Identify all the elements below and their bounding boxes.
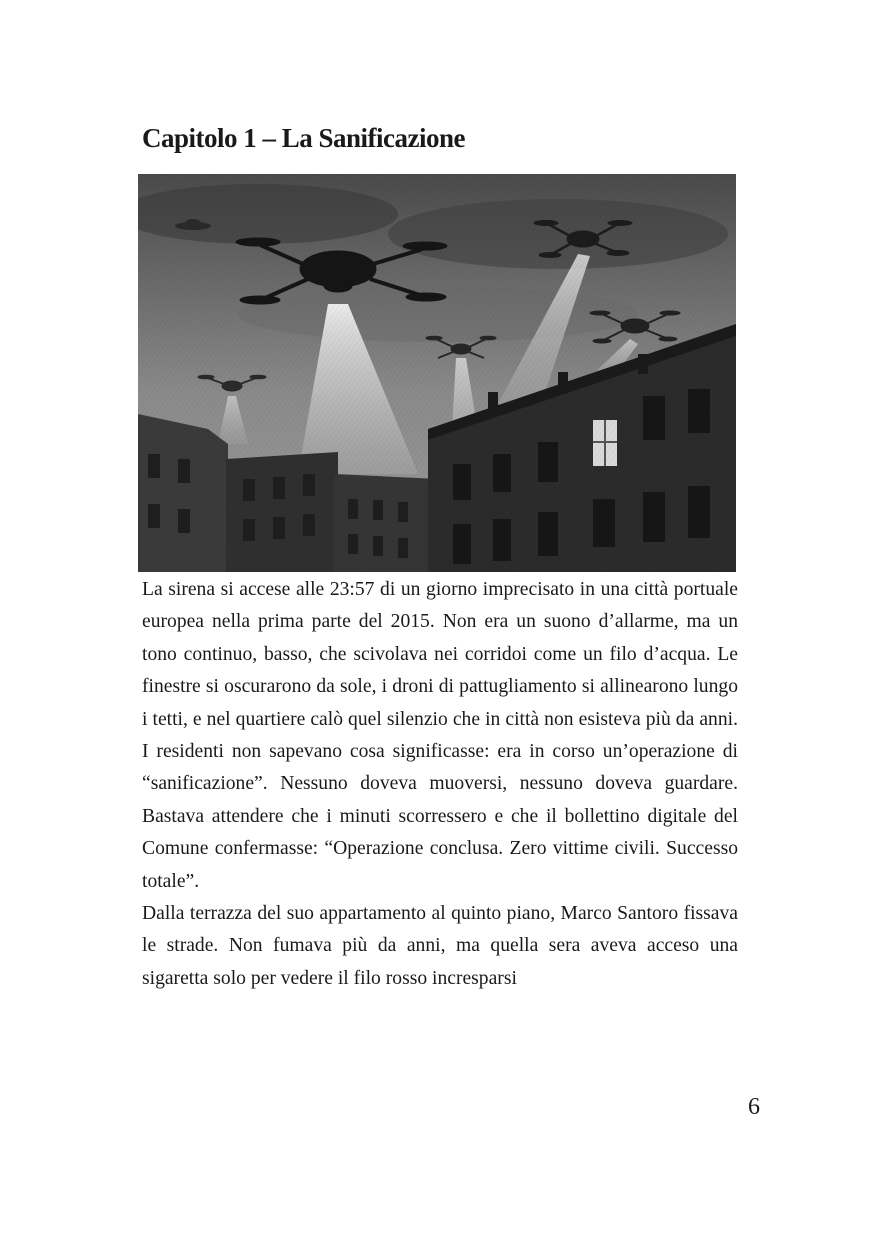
chapter-illustration	[138, 174, 736, 572]
paragraph-1: La sirena si accese alle 23:57 di un giorno imprecisato in una città portuale europea nella prima parte del 2015. Non era un suono d’allarme, ma un tono continuo, basso, che scivolava nei corridoi come un filo d’acqua. Le finestre si oscurarono da sole, i droni di pattugliamento si allinearono lungo i tetti, e nel quartiere calò quel silenzio che in città non esisteva più da anni. I residenti non sapevano cosa significasse: era in corso un’operazione di “sanificazione”. Nessuno doveva muoversi, nessuno doveva guardare. Bastava attendere che i minuti scorressero e che il bollettino digitale del Comune confermasse: “Operazione conclusa. Zero vittime civili. Successo totale”.	[142, 579, 738, 892]
page-number: 6	[748, 1094, 760, 1120]
chapter-body	[142, 574, 738, 995]
chapter-title: Capitolo 1 – La Sanificazione	[142, 123, 466, 153]
paragraph-2: Dalla terrazza del suo appartamento al quinto piano, Marco Santoro fissava le strade. Non fumava più da anni, ma quella sera aveva acceso una sigaretta solo per vedere il filo rosso incresparsi	[142, 903, 738, 989]
drones-over-city-drawing	[138, 174, 736, 572]
